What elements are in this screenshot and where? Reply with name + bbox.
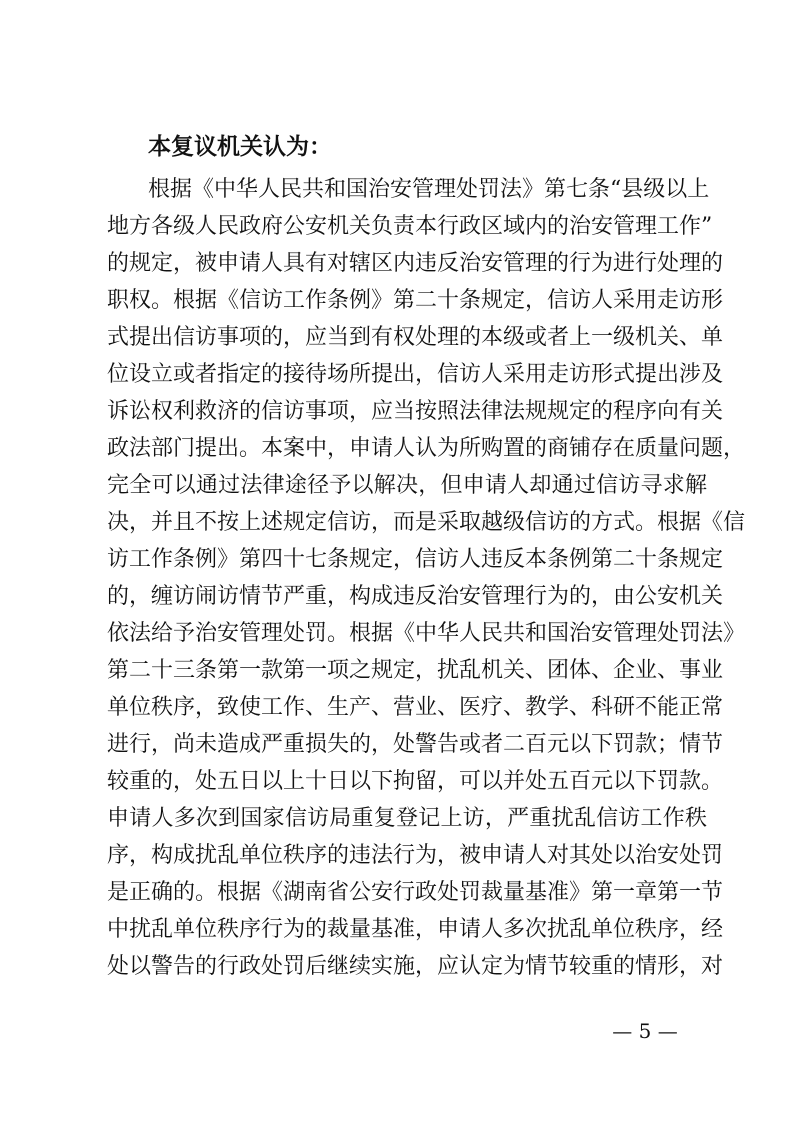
body-line: 地方各级人民政府公安机关负责本行政区域内的治安管理工作” — [107, 214, 713, 239]
body-line: 申请人多次到国家信访局重复登记上访，严重扰乱信访工作秩 — [107, 806, 707, 831]
body-line: 访工作条例》第四十七条规定，信访人违反本条例第二十条规定 — [107, 547, 724, 572]
body-line: 完全可以通过法律途径予以解决，但申请人却通过信访寻求解 — [107, 473, 707, 498]
section-heading: 本复议机关认为： — [148, 134, 332, 160]
body-line: 中扰乱单位秩序行为的裁量基准，申请人多次扰乱单位秩序，经 — [107, 917, 724, 942]
body-line: 较重的，处五日以上十日以下拘留，可以并处五百元以下罚款。 — [107, 769, 724, 794]
body-line: 的，缠访闹访情节严重，构成违反治安管理行为的，由公安机关 — [107, 584, 724, 609]
page-number: — 5 — — [612, 1019, 678, 1043]
body-line: 依法给予治安管理处罚。根据《中华人民共和国治安管理处罚法》 — [107, 621, 746, 646]
body-line: 决，并且不按上述规定信访，而是采取越级信访的方式。根据《信 — [107, 510, 746, 535]
body-line: 进行，尚未造成严重损失的，处警告或者二百元以下罚款；情节 — [107, 732, 724, 757]
body-line: 位设立或者指定的接待场所提出，信访人采用走访形式提出涉及 — [107, 362, 724, 387]
body-line: 单位秩序，致使工作、生产、营业、医疗、教学、科研不能正常 — [107, 695, 724, 720]
body-line: 式提出信访事项的，应当到有权处理的本级或者上一级机关、单 — [107, 325, 724, 350]
body-line: 是正确的。根据《湖南省公安行政处罚裁量基准》第一章第一节 — [107, 880, 724, 905]
body-line: 第二十三条第一款第一项之规定，扰乱机关、团体、企业、事业 — [107, 658, 724, 683]
body-line: 序，构成扰乱单位秩序的违法行为，被申请人对其处以治安处罚 — [107, 843, 724, 868]
body-line: 诉讼权利救济的信访事项，应当按照法律法规规定的程序向有关 — [107, 399, 724, 424]
body-line: 的规定，被申请人具有对辖区内违反治安管理的行为进行处理的 — [107, 251, 724, 276]
body-line: 职权。根据《信访工作条例》第二十条规定，信访人采用走访形 — [107, 288, 724, 313]
body-line: 处以警告的行政处罚后继续实施，应认定为情节较重的情形，对 — [107, 954, 724, 979]
body-line: 根据《中华人民共和国治安管理处罚法》第七条“县级以上 — [148, 177, 710, 202]
body-line: 政法部门提出。本案中，申请人认为所购置的商铺存在质量问题， — [107, 436, 746, 461]
